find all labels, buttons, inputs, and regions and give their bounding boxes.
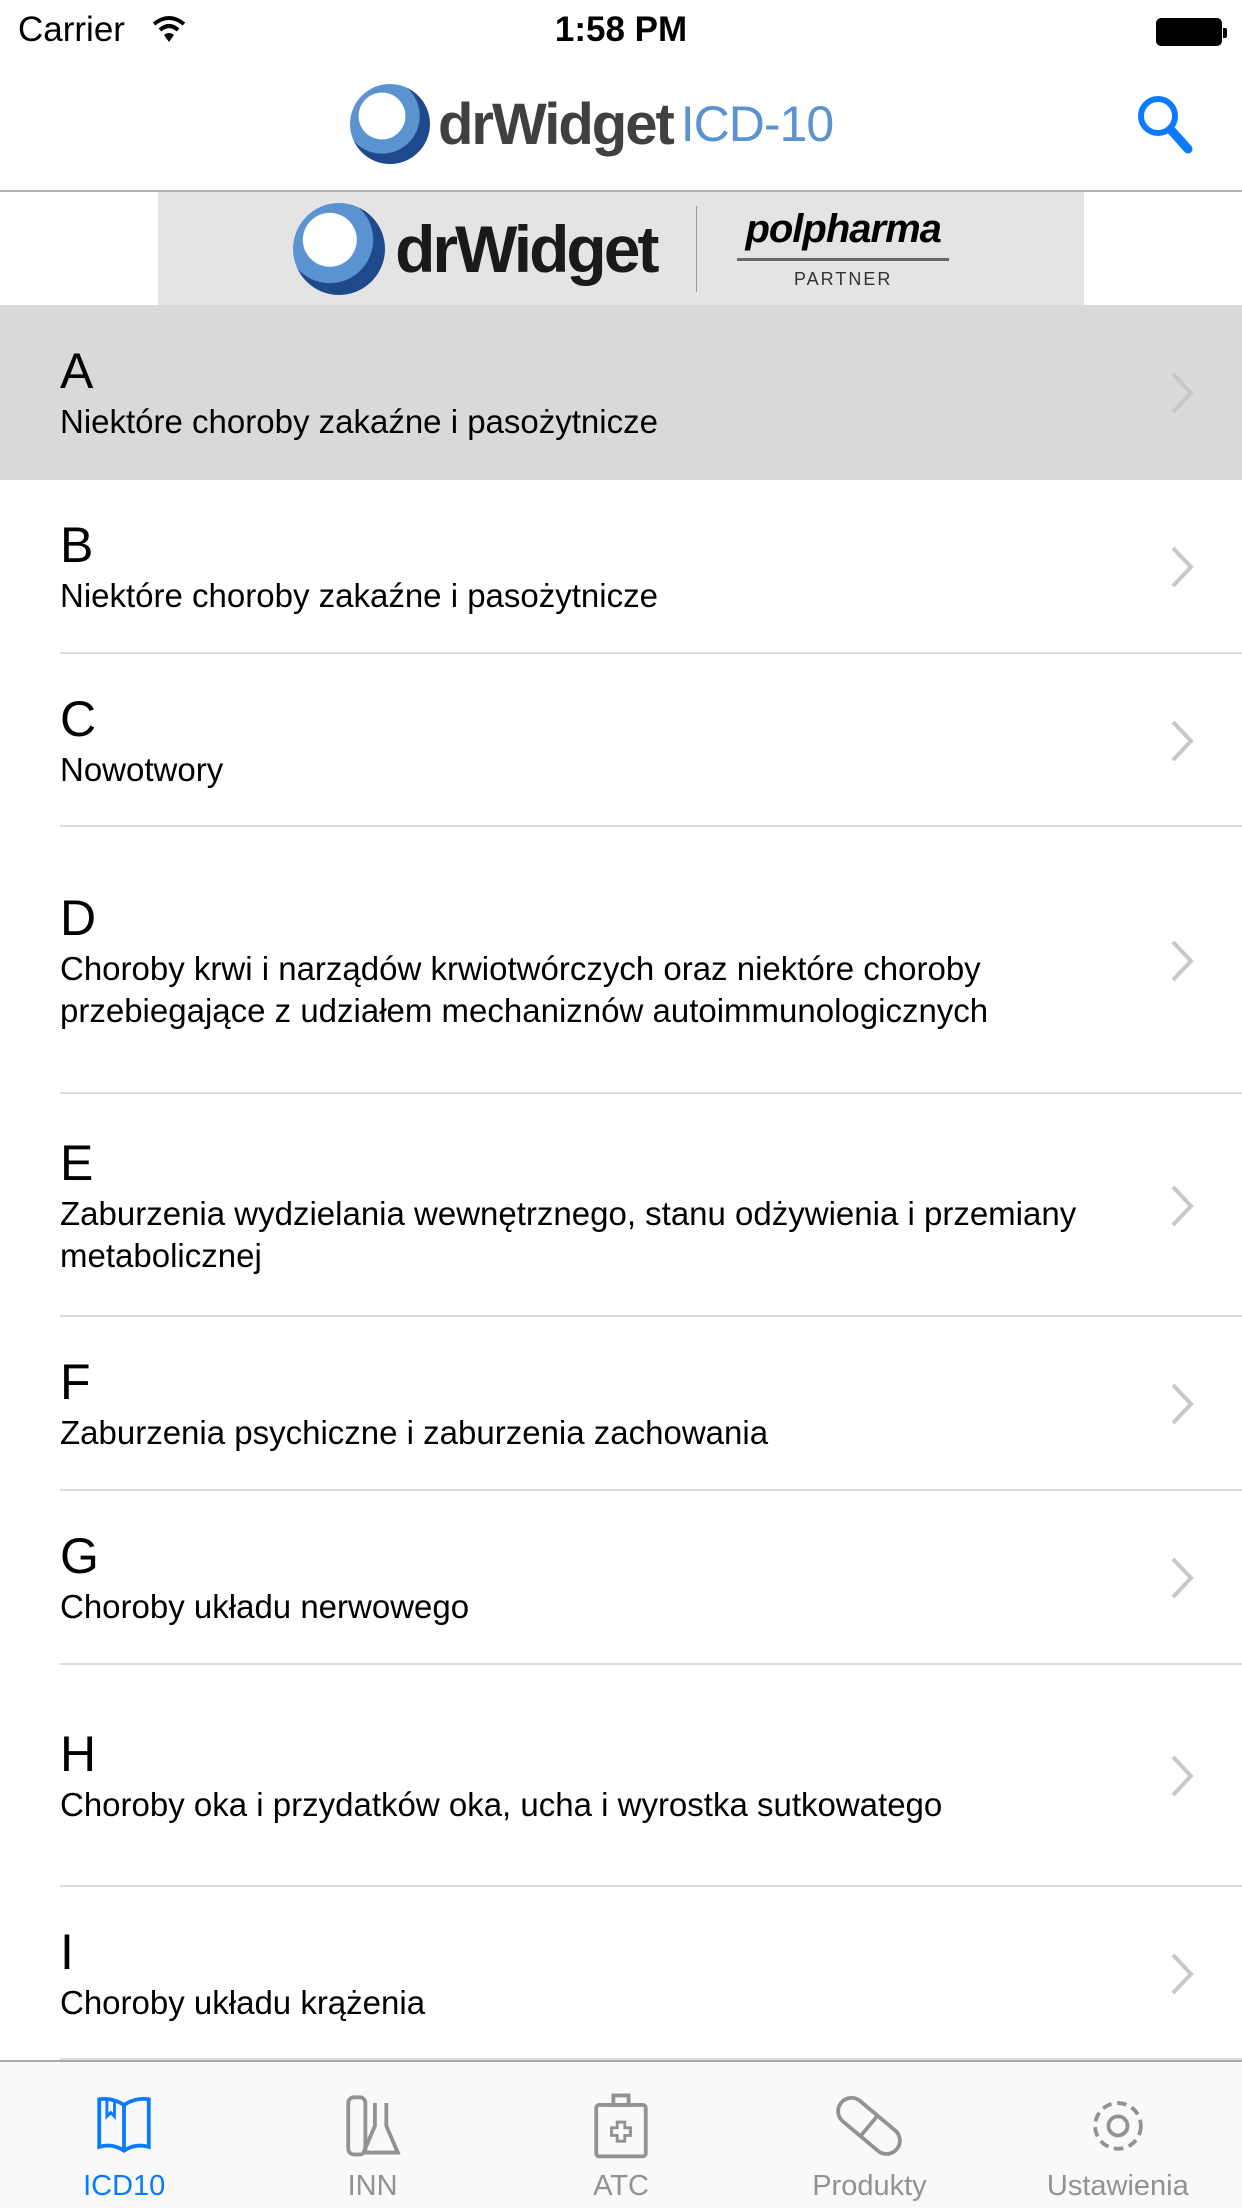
tab-label: ICD10 (83, 2170, 166, 2202)
chapter-description: Choroby krwi i narządów krwiotwórczych oraz niektóre choroby przebiegające z udziałem mechaniznów autoimmunologicznych (60, 949, 989, 1029)
chapter-letter: B (60, 517, 94, 573)
chapter-letter: E (60, 1134, 94, 1191)
list-item-e[interactable] (0, 1094, 1242, 1317)
list-item-a[interactable] (0, 305, 1242, 480)
partner-label: PARTNER (794, 269, 893, 289)
chapter-letter: I (60, 1923, 74, 1980)
tab-label: ATC (593, 2170, 649, 2202)
partner-name: polpharma (737, 207, 948, 261)
chapter-description: Zaburzenia wydzielania wewnętrznego, stanu odżywienia i przemiany metabolicznej (60, 1194, 1077, 1274)
logo-name: drWidget (438, 91, 673, 157)
tab-atc[interactable] (497, 2062, 745, 2208)
first-aid-kit-icon (581, 2084, 661, 2164)
app-logo (350, 84, 833, 164)
chapter-letter: D (60, 889, 97, 946)
chevron-right-icon (1170, 1382, 1194, 1426)
tab-label: Produkty (812, 2170, 927, 2202)
list-item-b[interactable] (0, 480, 1242, 654)
search-icon[interactable] (1134, 92, 1196, 156)
carrier-label: Carrier (18, 10, 125, 49)
chapter-description: Niektóre choroby zakaźne i pasożytnicze (60, 577, 658, 614)
tab-icd10[interactable] (0, 2062, 248, 2208)
chapter-description: Niektóre choroby zakaźne i pasożytnicze (60, 402, 658, 440)
icd-chapter-list (0, 305, 1242, 2060)
chapter-letter: F (60, 1354, 91, 1410)
logo-orb-icon (350, 84, 430, 164)
chevron-right-icon (1170, 939, 1194, 983)
list-item-c[interactable] (0, 654, 1242, 827)
chapter-description: Choroby układu krążenia (60, 1983, 426, 2021)
banner-brand: drWidget (395, 211, 657, 286)
battery-icon (1156, 18, 1222, 46)
chapter-description: Zaburzenia psychiczne i zaburzenia zachowania (60, 1414, 769, 1451)
chapter-description: Choroby oka i przydatków oka, ucha i wyrostka sutkowatego (60, 1786, 943, 1823)
partner-banner[interactable] (158, 192, 1084, 305)
tab-label: Ustawienia (1046, 2170, 1189, 2202)
chevron-right-icon (1170, 1952, 1194, 1996)
partner-logo (737, 207, 948, 290)
list-item-g[interactable] (0, 1491, 1242, 1665)
tab-ustawienia[interactable] (994, 2062, 1242, 2208)
chevron-right-icon (1170, 1184, 1194, 1228)
banner-divider (696, 206, 697, 292)
chevron-right-icon (1170, 1754, 1194, 1798)
status-bar (0, 0, 1242, 62)
banner-logo-orb-icon (293, 203, 385, 295)
chevron-right-icon (1170, 719, 1194, 763)
clock: 1:58 PM (554, 10, 688, 49)
list-item-h[interactable] (0, 1665, 1242, 1887)
gear-icon (1078, 2084, 1158, 2164)
book-icon (84, 2084, 164, 2164)
pill-icon (829, 2084, 909, 2164)
chevron-right-icon (1170, 545, 1194, 589)
tab-inn[interactable] (248, 2062, 496, 2208)
tab-bar (0, 2060, 1242, 2208)
chapter-letter: C (60, 690, 97, 747)
tab-label: INN (347, 2170, 398, 2202)
navigation-bar (0, 62, 1242, 192)
lab-flask-icon (333, 2084, 413, 2164)
chevron-right-icon (1170, 371, 1194, 415)
tab-produkty[interactable] (745, 2062, 993, 2208)
chapter-letter: G (60, 1528, 99, 1584)
list-item-i[interactable] (0, 1887, 1242, 2060)
chapter-description: Choroby układu nerwowego (60, 1588, 470, 1625)
chapter-letter: H (60, 1726, 97, 1782)
list-item-f[interactable] (0, 1317, 1242, 1491)
chevron-right-icon (1170, 1556, 1194, 1600)
list-item-d[interactable] (0, 827, 1242, 1094)
chapter-letter: A (60, 342, 94, 399)
chapter-description: Nowotwory (60, 750, 224, 788)
logo-suffix: ICD-10 (680, 96, 834, 152)
